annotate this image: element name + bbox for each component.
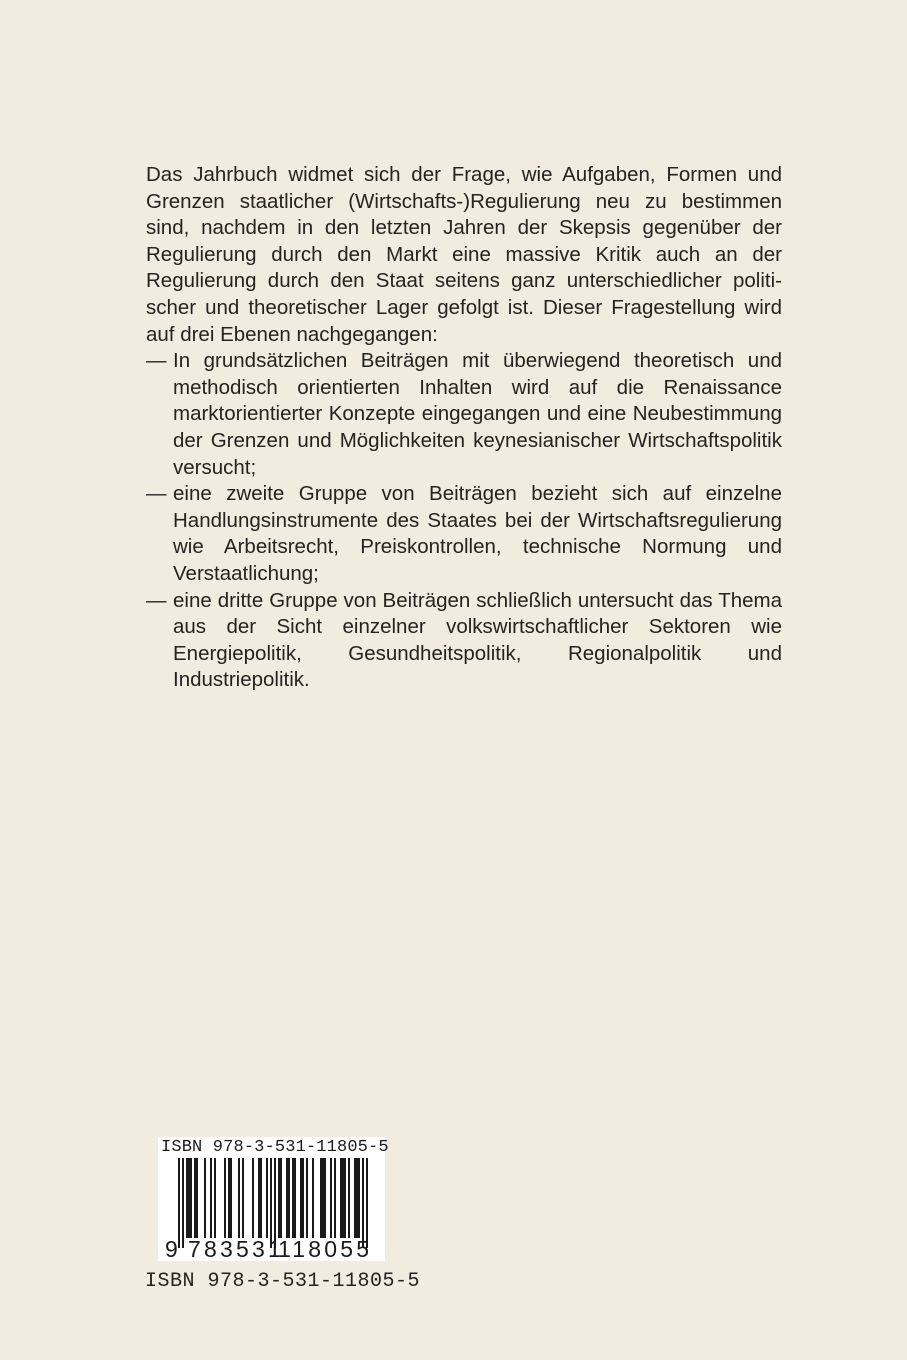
barcode-bar [252, 1158, 254, 1238]
topic-item-sectors [146, 588, 782, 694]
barcode-bar [302, 1158, 304, 1238]
topic-text: eine zweite Gruppe von Beiträgen bezieht sich auf einzelne Handlungsinstrumente des Staates bei der Wirtschaftsregulierung wie Arbeitsrecht, Preiskontrollen, technische Normung und Verstaatlichung; [173, 482, 782, 585]
barcode-bar [356, 1158, 358, 1238]
dash-marker: — [146, 588, 167, 612]
topic-text: eine dritte Gruppe von Beiträgen schließlich untersucht das Thema aus der Sicht einzelner volkswirtschaftlicher Sektoren wie Energiepolitik, Gesundheitspolitik, Regionalpolitik und Industriepolitik. [173, 588, 782, 692]
barcode-bar [354, 1158, 356, 1238]
intro-paragraph: Das Jahrbuch widmet sich der Frage, wie Aufgaben, Formen und Grenzen staatlicher (Wirtschafts-)Regulierung neu zu bestimmen sind, nachdem in den letzten Jahren der Skepsis gegenüber der Regulierung durch den Markt eine massive Kritik auch an der Regulierung durch den Staat seitens ganz unterschiedlicher politischer und theoretischer Lager gefolgt ist. Dieser Fragestellung wird auf drei Ebenen nachgegangen: [146, 163, 782, 346]
barcode-left-digits: 783531 [188, 1236, 284, 1262]
barcode-bar [358, 1158, 360, 1238]
barcode-bar [330, 1158, 332, 1238]
barcode-bar [334, 1158, 336, 1238]
barcode-bar [186, 1158, 188, 1238]
barcode-bar [322, 1158, 324, 1238]
barcode-bar [312, 1158, 314, 1238]
isbn-barcode [158, 1137, 389, 1262]
barcode-bar [230, 1158, 232, 1238]
dash-marker: — [146, 482, 167, 506]
barcode-bar [280, 1158, 282, 1238]
barcode-guard-bar [182, 1158, 184, 1248]
barcode-bar [306, 1158, 308, 1238]
barcode-bar [348, 1158, 350, 1238]
barcode-bar [300, 1158, 302, 1238]
barcode-bar [286, 1158, 288, 1238]
barcode-bar [194, 1158, 196, 1238]
barcode-bar [224, 1158, 226, 1238]
barcode-bar [228, 1158, 230, 1238]
back-cover-description [146, 162, 782, 694]
barcode-bar [288, 1158, 290, 1238]
barcode-bar [278, 1158, 280, 1238]
barcode-bar [320, 1158, 322, 1238]
barcode-right-digits: 118055 [278, 1236, 373, 1262]
topic-item-theory [146, 348, 782, 481]
barcode-first-digit: 9 [165, 1236, 178, 1262]
barcode-bar [258, 1158, 260, 1238]
barcode-bar [238, 1158, 240, 1238]
barcode-bar [214, 1158, 216, 1238]
barcode-guard-bar [366, 1158, 368, 1248]
barcode-guard-bar [362, 1158, 364, 1248]
barcode-bar [340, 1158, 342, 1238]
barcode-bar [266, 1158, 268, 1238]
barcode-bar [260, 1158, 262, 1238]
barcode-isbn-label: ISBN 978-3-531-11805-5 [161, 1138, 389, 1157]
barcode-bar [292, 1158, 294, 1238]
barcode-guard-bar [270, 1158, 272, 1248]
barcode-bar [324, 1158, 326, 1238]
topic-text: In grundsätzlichen Beiträgen mit überwiegend theoretisch und methodisch orientierten Inhalten wird auf die Renaissance marktorientierter Konzepte eingegangen und eine Neubestimmung der Grenzen und Möglichkeiten keynesianischer Wirtschaftspolitik versucht; [173, 349, 782, 479]
dash-marker: — [146, 349, 167, 373]
barcode-bar [242, 1158, 244, 1238]
barcode-bar [204, 1158, 206, 1238]
barcode-bar [342, 1158, 344, 1238]
barcode-bar [196, 1158, 198, 1238]
barcode-bar [210, 1158, 212, 1238]
barcode-guard-bar [274, 1158, 276, 1248]
topic-item-instruments [146, 481, 782, 587]
topic-list [146, 348, 782, 694]
barcode-guard-bar [178, 1158, 180, 1248]
isbn-footer: ISBN 978-3-531-11805-5 [145, 1270, 421, 1293]
barcode-bar [294, 1158, 296, 1238]
barcode-bar [190, 1158, 192, 1238]
barcode-bar [344, 1158, 346, 1238]
barcode-bar [188, 1158, 190, 1238]
